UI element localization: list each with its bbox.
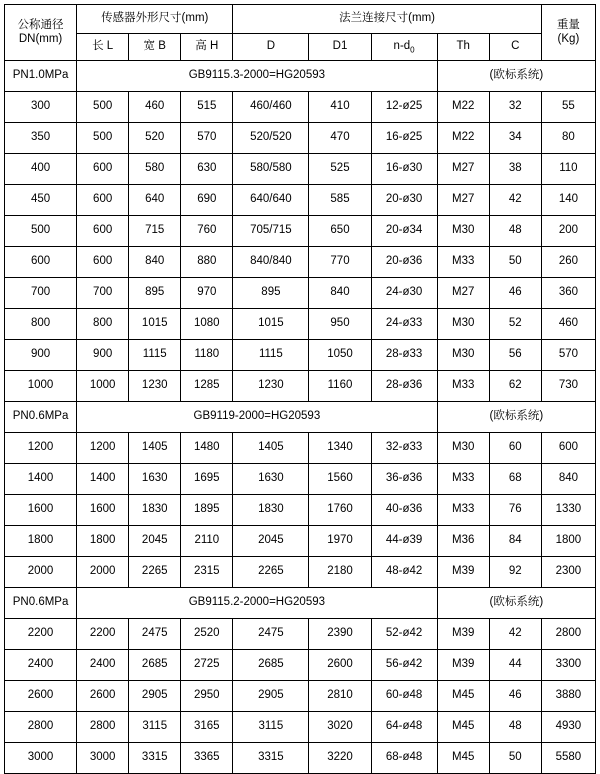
header-cell-d1: D1 <box>309 34 371 61</box>
cell-c: 50 <box>489 743 541 774</box>
cell-nd0: 68-ø48 <box>371 743 437 774</box>
section-standard-label: GB9115.2-2000=HG20593 <box>77 588 438 619</box>
cell-length: 2400 <box>77 650 129 681</box>
cell-weight: 110 <box>541 154 595 185</box>
cell-weight: 2800 <box>541 619 595 650</box>
header-cell-length: 长 L <box>77 34 129 61</box>
cell-d1: 525 <box>309 154 371 185</box>
header-cell-width: 宽 B <box>129 34 181 61</box>
cell-width: 2475 <box>129 619 181 650</box>
cell-dn: 450 <box>5 185 77 216</box>
cell-width: 1015 <box>129 309 181 340</box>
flange-dimensions-table <box>4 4 596 774</box>
cell-height: 3165 <box>181 712 233 743</box>
section-note-label: (欧标系统) <box>437 61 595 92</box>
cell-nd0: 16-ø30 <box>371 154 437 185</box>
cell-weight: 2300 <box>541 557 595 588</box>
cell-th: M27 <box>437 185 489 216</box>
cell-nd0: 28-ø36 <box>371 371 437 402</box>
cell-c: 76 <box>489 495 541 526</box>
cell-height: 1695 <box>181 464 233 495</box>
header-group-sensor: 传感器外形尺寸(mm) <box>77 5 233 34</box>
cell-d: 580/580 <box>233 154 309 185</box>
cell-weight: 360 <box>541 278 595 309</box>
cell-height: 570 <box>181 123 233 154</box>
cell-width: 895 <box>129 278 181 309</box>
cell-height: 630 <box>181 154 233 185</box>
section-note-label: (欧标系统) <box>437 402 595 433</box>
cell-weight: 5580 <box>541 743 595 774</box>
cell-th: M36 <box>437 526 489 557</box>
table-row <box>5 464 596 495</box>
cell-length: 600 <box>77 247 129 278</box>
section-header-row <box>5 588 596 619</box>
header-nd0-text: n-d <box>393 39 411 52</box>
cell-height: 2110 <box>181 526 233 557</box>
cell-th: M22 <box>437 123 489 154</box>
cell-th: M45 <box>437 681 489 712</box>
cell-dn: 2600 <box>5 681 77 712</box>
cell-length: 3000 <box>77 743 129 774</box>
cell-d1: 2180 <box>309 557 371 588</box>
cell-d1: 2600 <box>309 650 371 681</box>
cell-width: 580 <box>129 154 181 185</box>
cell-c: 44 <box>489 650 541 681</box>
cell-width: 1230 <box>129 371 181 402</box>
cell-d: 2265 <box>233 557 309 588</box>
cell-th: M45 <box>437 743 489 774</box>
cell-c: 92 <box>489 557 541 588</box>
cell-d1: 470 <box>309 123 371 154</box>
table-row <box>5 216 596 247</box>
section-note-label: (欧标系统) <box>437 588 595 619</box>
cell-length: 2000 <box>77 557 129 588</box>
cell-width: 1830 <box>129 495 181 526</box>
cell-dn: 3000 <box>5 743 77 774</box>
table-header-top-row <box>5 5 596 34</box>
cell-d: 1230 <box>233 371 309 402</box>
cell-width: 460 <box>129 92 181 123</box>
cell-weight: 570 <box>541 340 595 371</box>
header-cell-d: D <box>233 34 309 61</box>
cell-nd0: 44-ø39 <box>371 526 437 557</box>
cell-th: M27 <box>437 278 489 309</box>
cell-d: 840/840 <box>233 247 309 278</box>
cell-d1: 1560 <box>309 464 371 495</box>
cell-nd0: 20-ø34 <box>371 216 437 247</box>
cell-dn: 800 <box>5 309 77 340</box>
cell-c: 46 <box>489 681 541 712</box>
cell-d: 2905 <box>233 681 309 712</box>
cell-width: 2905 <box>129 681 181 712</box>
header-cell-nd0 <box>371 34 437 61</box>
cell-dn: 350 <box>5 123 77 154</box>
cell-th: M45 <box>437 712 489 743</box>
cell-th: M30 <box>437 340 489 371</box>
cell-length: 600 <box>77 216 129 247</box>
cell-c: 38 <box>489 154 541 185</box>
cell-nd0: 16-ø25 <box>371 123 437 154</box>
table-row <box>5 495 596 526</box>
cell-dn: 900 <box>5 340 77 371</box>
cell-length: 1400 <box>77 464 129 495</box>
cell-dn: 2800 <box>5 712 77 743</box>
cell-weight: 1330 <box>541 495 595 526</box>
cell-d1: 1050 <box>309 340 371 371</box>
cell-weight: 200 <box>541 216 595 247</box>
cell-d: 1830 <box>233 495 309 526</box>
table-row <box>5 309 596 340</box>
table-header-sub-row <box>5 34 596 61</box>
cell-height: 3365 <box>181 743 233 774</box>
cell-d1: 1160 <box>309 371 371 402</box>
cell-height: 1480 <box>181 433 233 464</box>
cell-width: 1115 <box>129 340 181 371</box>
cell-length: 2800 <box>77 712 129 743</box>
cell-d: 520/520 <box>233 123 309 154</box>
table-row <box>5 743 596 774</box>
cell-width: 1405 <box>129 433 181 464</box>
table-row <box>5 557 596 588</box>
section-pressure-label: PN0.6MPa <box>5 588 77 619</box>
cell-nd0: 40-ø36 <box>371 495 437 526</box>
cell-c: 84 <box>489 526 541 557</box>
cell-weight: 260 <box>541 247 595 278</box>
cell-c: 48 <box>489 712 541 743</box>
cell-th: M39 <box>437 557 489 588</box>
cell-th: M39 <box>437 619 489 650</box>
table-row <box>5 650 596 681</box>
cell-th: M30 <box>437 433 489 464</box>
header-nd0-subscript: 0 <box>410 44 415 54</box>
cell-c: 46 <box>489 278 541 309</box>
section-standard-label: GB9119-2000=HG20593 <box>77 402 438 433</box>
cell-d1: 585 <box>309 185 371 216</box>
cell-dn: 400 <box>5 154 77 185</box>
cell-c: 50 <box>489 247 541 278</box>
cell-d: 2475 <box>233 619 309 650</box>
header-weight-line2: (Kg) <box>557 32 580 45</box>
cell-th: M22 <box>437 92 489 123</box>
cell-height: 1895 <box>181 495 233 526</box>
cell-width: 840 <box>129 247 181 278</box>
cell-d: 1115 <box>233 340 309 371</box>
cell-weight: 3300 <box>541 650 595 681</box>
cell-c: 42 <box>489 185 541 216</box>
header-group-flange: 法兰连接尺寸(mm) <box>233 5 541 34</box>
cell-dn: 1000 <box>5 371 77 402</box>
cell-nd0: 52-ø42 <box>371 619 437 650</box>
cell-th: M30 <box>437 216 489 247</box>
cell-height: 2520 <box>181 619 233 650</box>
cell-height: 2950 <box>181 681 233 712</box>
header-cell-dn <box>5 5 77 61</box>
table-row <box>5 92 596 123</box>
cell-width: 2265 <box>129 557 181 588</box>
cell-dn: 1800 <box>5 526 77 557</box>
cell-length: 2600 <box>77 681 129 712</box>
header-cell-th: Th <box>437 34 489 61</box>
cell-nd0: 12-ø25 <box>371 92 437 123</box>
cell-d1: 650 <box>309 216 371 247</box>
cell-width: 520 <box>129 123 181 154</box>
cell-th: M33 <box>437 495 489 526</box>
section-pressure-label: PN0.6MPa <box>5 402 77 433</box>
cell-d1: 840 <box>309 278 371 309</box>
cell-weight: 1800 <box>541 526 595 557</box>
cell-width: 3315 <box>129 743 181 774</box>
cell-d: 1630 <box>233 464 309 495</box>
table-row <box>5 185 596 216</box>
cell-weight: 460 <box>541 309 595 340</box>
cell-dn: 1400 <box>5 464 77 495</box>
cell-width: 1630 <box>129 464 181 495</box>
cell-nd0: 24-ø30 <box>371 278 437 309</box>
cell-d: 1405 <box>233 433 309 464</box>
cell-nd0: 20-ø30 <box>371 185 437 216</box>
cell-dn: 2400 <box>5 650 77 681</box>
cell-weight: 55 <box>541 92 595 123</box>
cell-c: 42 <box>489 619 541 650</box>
header-weight-line1: 重量 <box>556 18 580 31</box>
cell-dn: 700 <box>5 278 77 309</box>
cell-height: 2315 <box>181 557 233 588</box>
cell-length: 1600 <box>77 495 129 526</box>
cell-height: 1285 <box>181 371 233 402</box>
cell-nd0: 28-ø33 <box>371 340 437 371</box>
cell-th: M33 <box>437 464 489 495</box>
cell-length: 800 <box>77 309 129 340</box>
cell-th: M39 <box>437 650 489 681</box>
cell-th: M33 <box>437 247 489 278</box>
cell-weight: 840 <box>541 464 595 495</box>
cell-d1: 3220 <box>309 743 371 774</box>
cell-nd0: 48-ø42 <box>371 557 437 588</box>
cell-d: 2685 <box>233 650 309 681</box>
cell-length: 600 <box>77 154 129 185</box>
table-row <box>5 371 596 402</box>
cell-width: 2685 <box>129 650 181 681</box>
header-cell-weight <box>541 5 595 61</box>
cell-length: 1200 <box>77 433 129 464</box>
table-row <box>5 278 596 309</box>
cell-d: 3315 <box>233 743 309 774</box>
cell-dn: 1200 <box>5 433 77 464</box>
table-row <box>5 340 596 371</box>
cell-length: 2200 <box>77 619 129 650</box>
table-row <box>5 712 596 743</box>
cell-nd0: 36-ø36 <box>371 464 437 495</box>
section-header-row <box>5 402 596 433</box>
cell-width: 3115 <box>129 712 181 743</box>
cell-d1: 1340 <box>309 433 371 464</box>
cell-dn: 2200 <box>5 619 77 650</box>
cell-weight: 80 <box>541 123 595 154</box>
cell-d1: 1760 <box>309 495 371 526</box>
cell-dn: 1600 <box>5 495 77 526</box>
cell-height: 515 <box>181 92 233 123</box>
cell-d1: 2810 <box>309 681 371 712</box>
cell-d: 1015 <box>233 309 309 340</box>
cell-d: 640/640 <box>233 185 309 216</box>
cell-d1: 770 <box>309 247 371 278</box>
cell-d1: 410 <box>309 92 371 123</box>
cell-d: 3115 <box>233 712 309 743</box>
header-cell-height: 高 H <box>181 34 233 61</box>
cell-c: 68 <box>489 464 541 495</box>
cell-nd0: 20-ø36 <box>371 247 437 278</box>
cell-nd0: 24-ø33 <box>371 309 437 340</box>
cell-length: 1000 <box>77 371 129 402</box>
cell-dn: 600 <box>5 247 77 278</box>
cell-c: 62 <box>489 371 541 402</box>
cell-dn: 300 <box>5 92 77 123</box>
section-header-row <box>5 61 596 92</box>
cell-c: 48 <box>489 216 541 247</box>
cell-d: 705/715 <box>233 216 309 247</box>
cell-d1: 2390 <box>309 619 371 650</box>
cell-weight: 730 <box>541 371 595 402</box>
header-cell-c: C <box>489 34 541 61</box>
table-row <box>5 247 596 278</box>
cell-th: M27 <box>437 154 489 185</box>
cell-nd0: 60-ø48 <box>371 681 437 712</box>
cell-weight: 3880 <box>541 681 595 712</box>
cell-d1: 950 <box>309 309 371 340</box>
cell-dn: 500 <box>5 216 77 247</box>
cell-d: 895 <box>233 278 309 309</box>
cell-d1: 1970 <box>309 526 371 557</box>
cell-height: 880 <box>181 247 233 278</box>
cell-dn: 2000 <box>5 557 77 588</box>
cell-length: 500 <box>77 92 129 123</box>
cell-width: 715 <box>129 216 181 247</box>
cell-height: 2725 <box>181 650 233 681</box>
cell-height: 970 <box>181 278 233 309</box>
cell-d: 460/460 <box>233 92 309 123</box>
header-dn-line2: DN(mm) <box>18 32 63 45</box>
cell-weight: 140 <box>541 185 595 216</box>
cell-width: 2045 <box>129 526 181 557</box>
table-row <box>5 619 596 650</box>
cell-length: 900 <box>77 340 129 371</box>
cell-c: 60 <box>489 433 541 464</box>
table-row <box>5 433 596 464</box>
cell-c: 52 <box>489 309 541 340</box>
cell-height: 1180 <box>181 340 233 371</box>
cell-th: M30 <box>437 309 489 340</box>
cell-height: 760 <box>181 216 233 247</box>
cell-c: 34 <box>489 123 541 154</box>
table-row <box>5 154 596 185</box>
table-row <box>5 526 596 557</box>
section-standard-label: GB9115.3-2000=HG20593 <box>77 61 438 92</box>
cell-d1: 3020 <box>309 712 371 743</box>
cell-th: M33 <box>437 371 489 402</box>
cell-weight: 600 <box>541 433 595 464</box>
cell-length: 600 <box>77 185 129 216</box>
cell-nd0: 56-ø42 <box>371 650 437 681</box>
cell-d: 2045 <box>233 526 309 557</box>
cell-length: 700 <box>77 278 129 309</box>
table-row <box>5 681 596 712</box>
section-pressure-label: PN1.0MPa <box>5 61 77 92</box>
cell-width: 640 <box>129 185 181 216</box>
cell-nd0: 32-ø33 <box>371 433 437 464</box>
cell-height: 690 <box>181 185 233 216</box>
cell-length: 500 <box>77 123 129 154</box>
cell-height: 1080 <box>181 309 233 340</box>
table-row <box>5 123 596 154</box>
cell-c: 56 <box>489 340 541 371</box>
cell-weight: 4930 <box>541 712 595 743</box>
cell-nd0: 64-ø48 <box>371 712 437 743</box>
cell-c: 32 <box>489 92 541 123</box>
header-dn-line1: 公称通径 <box>17 18 64 31</box>
cell-length: 1800 <box>77 526 129 557</box>
